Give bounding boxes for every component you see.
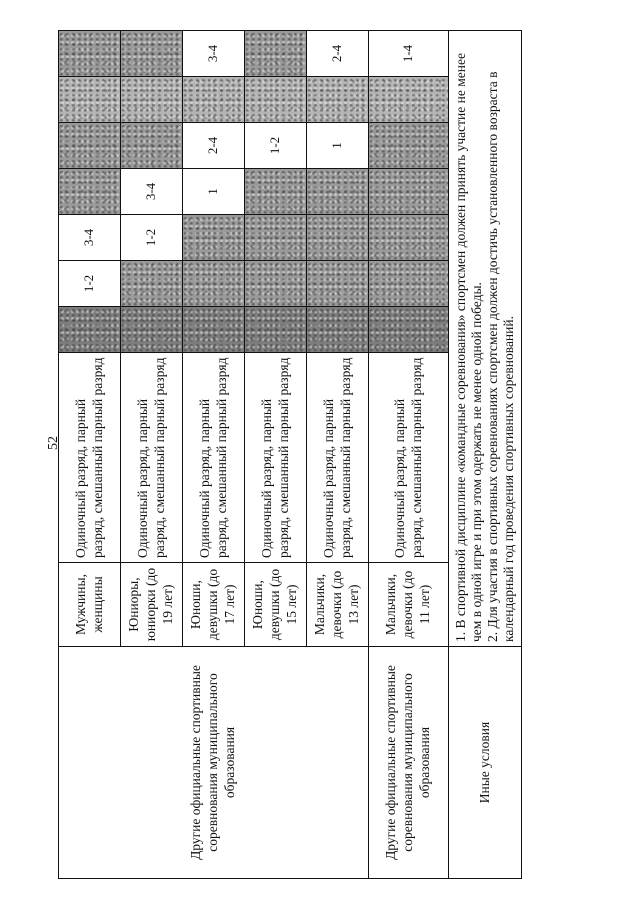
value-cell: [121, 123, 183, 169]
page-number: 52: [46, 436, 61, 450]
value-cell: [59, 169, 121, 215]
value-cell: [369, 123, 449, 169]
value-cell: [183, 307, 245, 353]
value-cell: [369, 215, 449, 261]
value-cell: [121, 307, 183, 353]
value-cell: [245, 215, 307, 261]
value-cell: [183, 77, 245, 123]
discipline-cell: Одиночный разряд, парный разряд, смешанный парный разряд: [307, 353, 369, 563]
value-cell: [59, 31, 121, 77]
table-row: [59, 31, 121, 879]
discipline-cell: Одиночный разряд, парный разряд, смешанный парный разряд: [121, 353, 183, 563]
value-cell: [245, 169, 307, 215]
value-cell: [307, 261, 369, 307]
value-cell: 3-4: [59, 215, 121, 261]
value-cell: [369, 307, 449, 353]
group-cell: Мальчики, девочки (до 13 лет): [307, 563, 369, 647]
group-cell: Юниоры, юниорки (до 19 лет): [121, 563, 183, 647]
value-cell: [307, 77, 369, 123]
discipline-cell: Одиночный разряд, парный разряд, смешанный парный разряд: [183, 353, 245, 563]
value-cell: [121, 261, 183, 307]
note-2: 2. Для участия в спортивных соревнованиях спортсмен должен достичь установленного возраста в календарный год проведения спортивных соревнований.: [485, 71, 517, 642]
value-cell: [121, 77, 183, 123]
value-cell: [369, 261, 449, 307]
qualification-table: [58, 30, 522, 879]
value-cell: 1-2: [245, 123, 307, 169]
organization-cell-b: Другие официальные спортивные соревнования муниципального образования: [369, 647, 449, 879]
value-cell: 1-2: [59, 261, 121, 307]
organization-cell-c: Иные условия: [449, 647, 522, 879]
table-row: [369, 31, 449, 879]
discipline-cell: Одиночный разряд, парный разряд, смешанный парный разряд: [245, 353, 307, 563]
organization-cell-a: Другие официальные спортивные соревнования муниципального образования: [59, 647, 369, 879]
value-cell: [245, 31, 307, 77]
group-cell: Мальчики, девочки (до 11 лет): [369, 563, 449, 647]
value-cell: 2-4: [183, 123, 245, 169]
discipline-cell: Одиночный разряд, парный разряд, смешанный парный разряд: [369, 353, 449, 563]
value-cell: [369, 169, 449, 215]
group-cell: Юноши, девушки (до 17 лет): [183, 563, 245, 647]
value-cell: [307, 215, 369, 261]
value-cell: 3-4: [183, 31, 245, 77]
group-cell: Мужчины, женщины: [59, 563, 121, 647]
value-cell: 1-2: [121, 215, 183, 261]
notes-cell: [449, 31, 522, 647]
table-row: [449, 31, 522, 879]
value-cell: [307, 307, 369, 353]
value-cell: 1: [183, 169, 245, 215]
value-cell: [59, 307, 121, 353]
value-cell: [245, 261, 307, 307]
value-cell: 1-4: [369, 31, 449, 77]
group-cell: Юноши, девушки (до 15 лет): [245, 563, 307, 647]
value-cell: [369, 77, 449, 123]
note-1: 1. В спортивной дисциплине «командные соревнования» спортсмен должен принять участие не менее чем в одной игре и при этом одержать не менее одной победы.: [452, 53, 484, 642]
value-cell: [121, 31, 183, 77]
value-cell: [183, 261, 245, 307]
value-cell: [245, 77, 307, 123]
value-cell: 2-4: [307, 31, 369, 77]
value-cell: [307, 169, 369, 215]
value-cell: [245, 307, 307, 353]
value-cell: 1: [307, 123, 369, 169]
rotated-table-container: [58, 31, 521, 879]
value-cell: [183, 215, 245, 261]
discipline-cell: Одиночный разряд, парный разряд, смешанный парный разряд: [59, 353, 121, 563]
value-cell: 3-4: [121, 169, 183, 215]
value-cell: [59, 123, 121, 169]
value-cell: [59, 77, 121, 123]
